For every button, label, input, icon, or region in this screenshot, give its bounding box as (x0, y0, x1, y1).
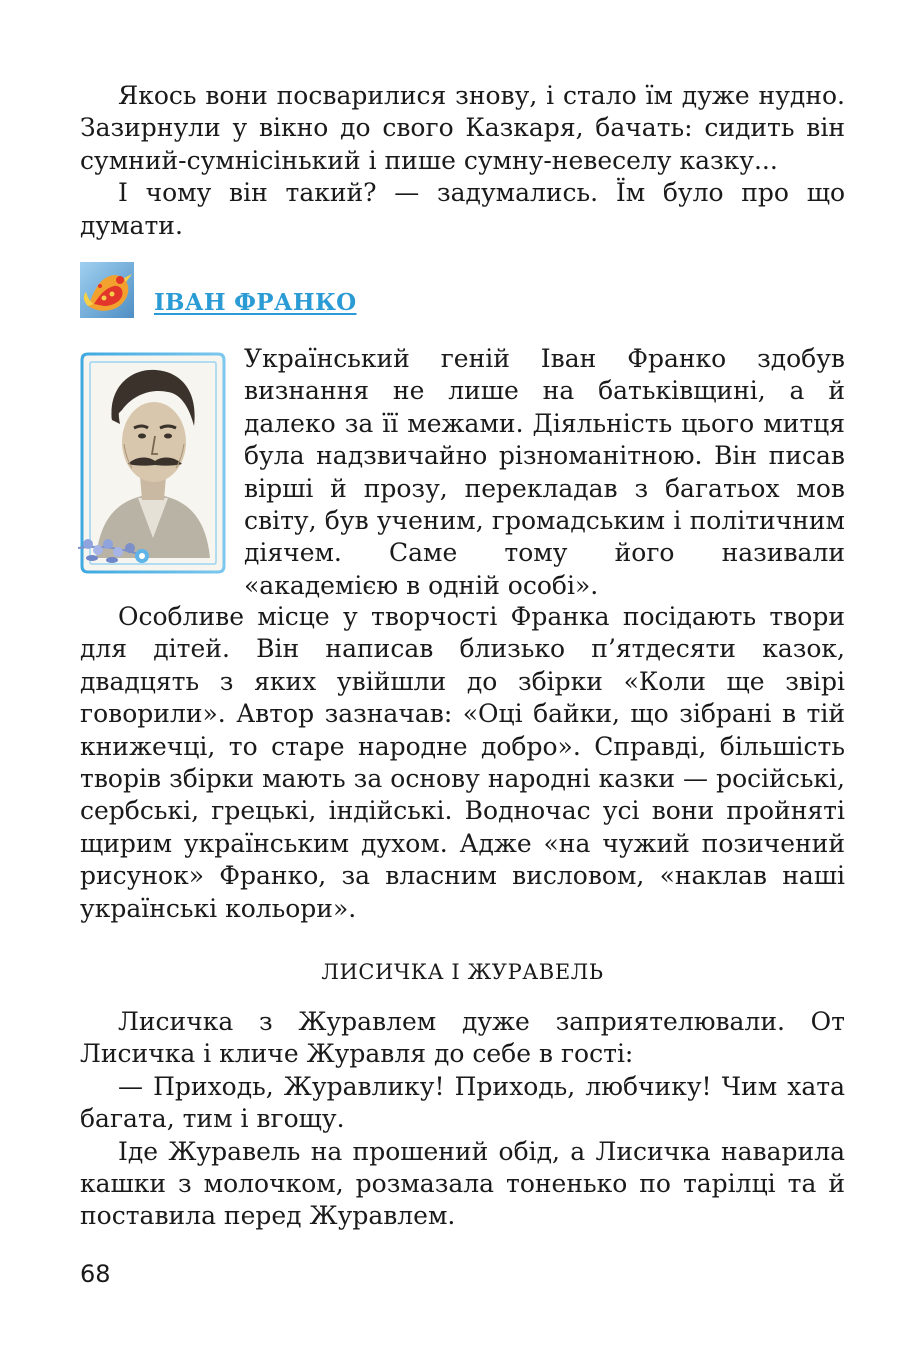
page-number: 68 (80, 1260, 111, 1288)
story-text (80, 1006, 845, 1233)
works-text (80, 601, 845, 925)
biography-text (244, 343, 845, 602)
story-paragraph-3: Іде Журавель на прошений обід, а Лисичка наварила кашки з молочком, розмазала тоненько по тарілці та й поставила перед Журавлем. (80, 1136, 845, 1231)
folk-bird-ornament-icon (80, 262, 134, 318)
works-paragraph: Особливе місце у творчості Франка посідають твори для дітей. Він написав близько п’ятдесяти казок, двадцять з яких увійшли до збірки «Коли ще звірі говорили». Автор зазначав: «Оці байки, що зібрані в тій книжечці, то старе народне добро». Справді, більшість творів збірки мають за основу народні казки — російські, сербські, грецькі, індійські. Водночас усі вони пройняті щирим українським духом. Адже «на чужий позичений рисунок» Франко, за власним висловом, «наклав наші українські кольори». (80, 602, 845, 923)
story-paragraph-2: — Приходь, Журавлику! Приходь, любчику! Чим хата багата, тим і вгощу. (80, 1071, 845, 1134)
story-paragraph-1: Лисичка з Журавлем дуже заприятелювали. От Лисичка і кличе Журавля до себе в гості: (80, 1007, 845, 1069)
story-title: ЛИСИЧКА І ЖУРАВЕЛЬ (321, 960, 604, 984)
biography-paragraph: Український геній Іван Франко здобув визнання не лише на батьківщині, а й далеко за її межами. Діяльність цього митця була надзвичайно різноманітною. Він писав вірші й прозу, перекладав з багатьох мов світу, був ученим, громадським і політичним діячем. Саме тому його називали «академією в одній особі». (244, 344, 845, 600)
section-header (80, 262, 480, 320)
ivan-franko-portrait (78, 348, 228, 578)
intro-paragraph-2: І чому він такий? — задумались. Їм було про що думати. (80, 178, 845, 240)
intro-paragraph-1: Якось вони посварилися знову, і стало їм дуже нудно. Зазирнули у вікно до свого Казкаря, бачать: сидить він сумний-сумнісінький і пише сумну-невеселу казку... (80, 81, 845, 175)
intro-text (80, 80, 845, 242)
author-heading[interactable]: ІВАН ФРАНКО (154, 289, 357, 316)
